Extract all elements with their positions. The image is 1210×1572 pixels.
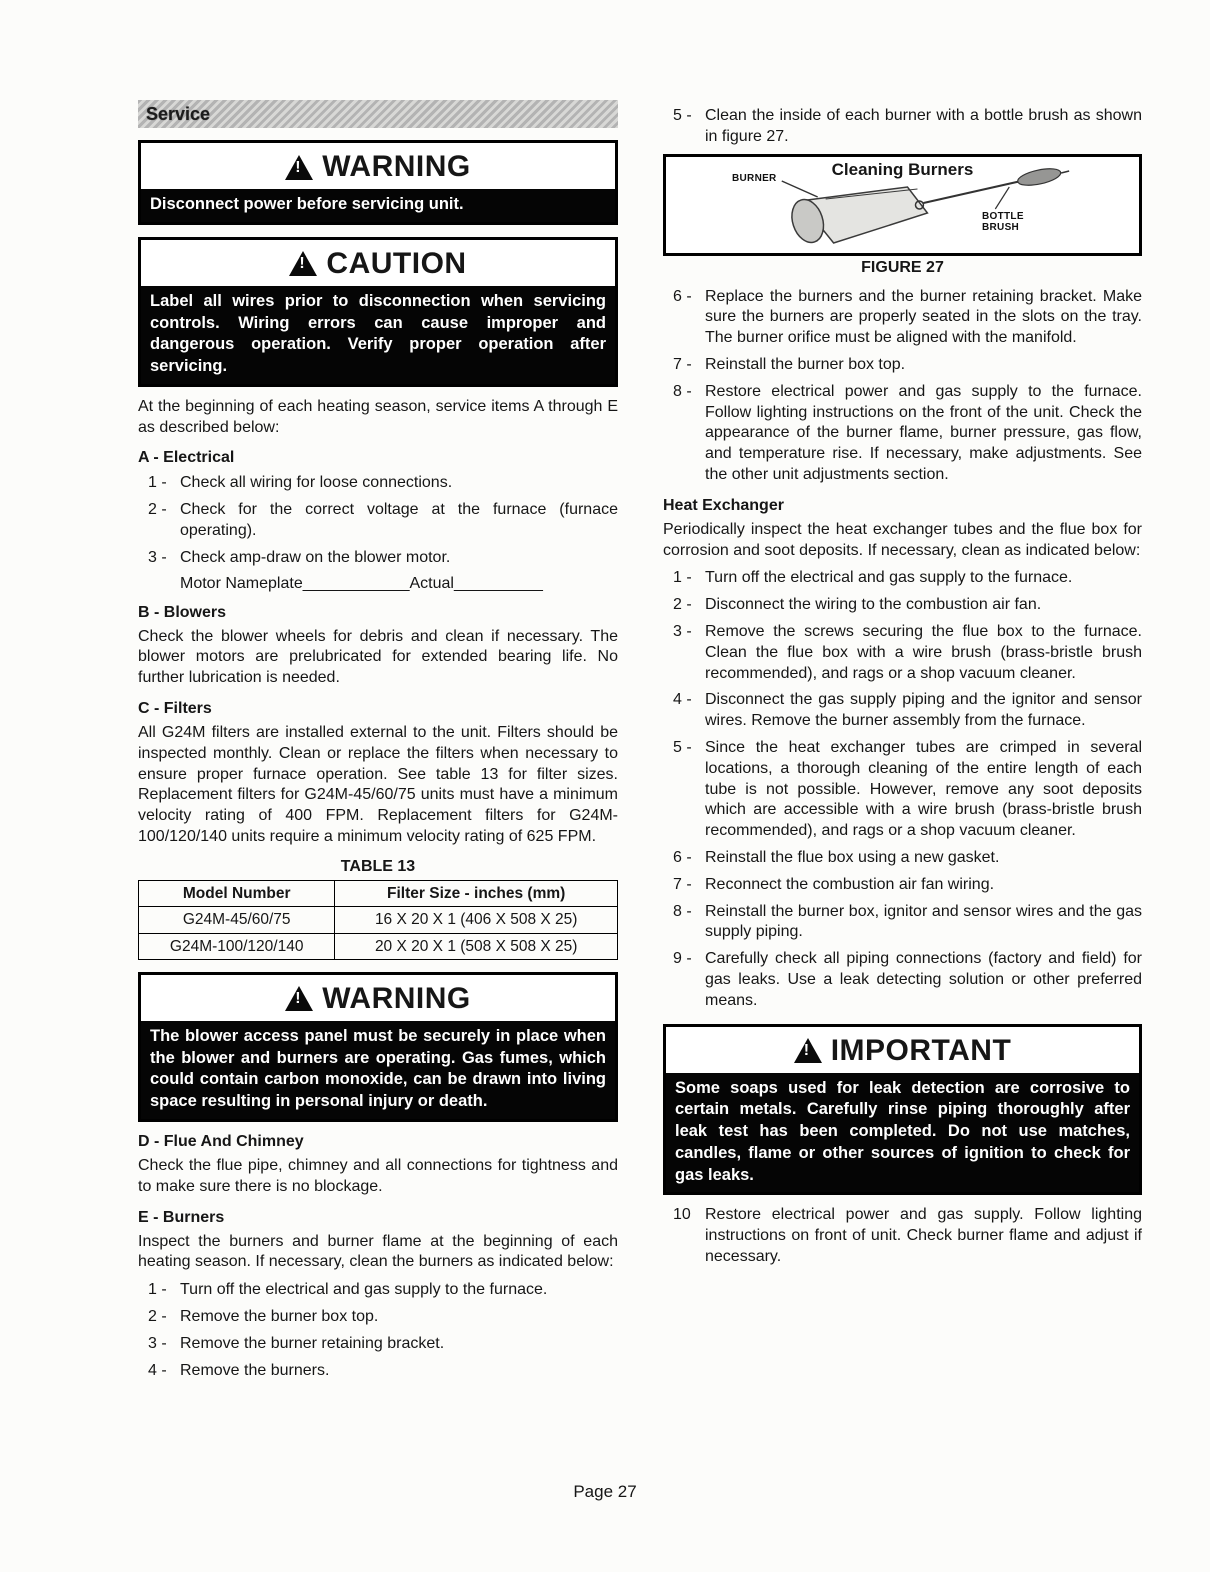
- list-item-number: 3 -: [148, 1334, 167, 1352]
- list-item-number: 1 -: [148, 1281, 167, 1299]
- list-item-number: 2 -: [673, 596, 692, 614]
- service-section-header: [138, 100, 618, 128]
- list-item-text: Turn off the electrical and gas supply to the furnace.: [180, 1281, 548, 1299]
- caution-title-row: [141, 240, 615, 286]
- list-item: [138, 1361, 618, 1382]
- table-row: [139, 933, 618, 959]
- list-item-number: 6 -: [673, 287, 692, 305]
- list-item: [138, 473, 618, 494]
- list-item-number: 6 -: [673, 848, 692, 866]
- list-item-number: 4 -: [148, 1361, 167, 1379]
- right-column: [663, 100, 1142, 1387]
- section-e-body: Inspect the burners and burner flame at the beginning of each heating season. If necessary, clean the burners as indicated below:: [138, 1232, 618, 1271]
- list-item-number: 5 -: [673, 738, 692, 756]
- list-item-text: Remove the burner retaining bracket.: [180, 1334, 445, 1352]
- intro-paragraph: At the beginning of each heating season, service items A through E as described below:: [138, 397, 618, 436]
- motor-nameplate-line: Motor Nameplate____________Actual__________: [180, 574, 543, 592]
- important-message: Some soaps used for leak detection are corrosive to certain metals. Carefully rinse piping thoroughly after leak test has been completed. Do not use matches, candles, flame or other sources of ignition to check for gas leaks.: [666, 1073, 1139, 1193]
- heat-exchanger-heading: Heat Exchanger: [663, 496, 784, 514]
- burner-label: BURNER: [732, 172, 777, 184]
- list-item-text: Reinstall the burner box, ignitor and sensor wires and the gas supply piping.: [705, 902, 1142, 941]
- list-item-number: 10: [673, 1206, 691, 1224]
- caution-title: CAUTION: [326, 246, 467, 280]
- list-item: [663, 848, 1142, 869]
- warning-icon: [285, 155, 313, 180]
- list-item: [138, 548, 618, 569]
- warning-title-row: [141, 975, 615, 1021]
- list-item-text: Carefully check all piping connections (factory and field) for gas leaks. Use a leak detecting solution or other preferred means.: [705, 950, 1142, 1009]
- important-box: [663, 1024, 1142, 1196]
- list-item: [138, 1307, 618, 1328]
- important-icon: [794, 1038, 822, 1063]
- list-item-number: 3 -: [148, 548, 167, 566]
- caution-message: Label all wires prior to disconnection when servicing controls. Wiring errors can cause improper and dangerous operation. Verify proper operation after servicing.: [141, 286, 615, 384]
- list-item: [663, 875, 1142, 896]
- important-title: IMPORTANT: [830, 1033, 1012, 1067]
- table-cell-model: G24M-100/120/140: [139, 933, 335, 959]
- list-item-number: 7 -: [673, 355, 692, 373]
- column-header-filter-size: Filter Size - inches (mm): [335, 880, 618, 906]
- list-item: [663, 902, 1142, 944]
- list-item-text: Check amp-draw on the blower motor.: [180, 548, 451, 566]
- table-cell-size: 16 X 20 X 1 (406 X 508 X 25): [335, 907, 618, 933]
- list-item-text: Turn off the electrical and gas supply to the furnace.: [705, 569, 1073, 587]
- list-item-text: Remove the screws securing the flue box to the furnace. Clean the flue box with a wire brush (brass-bristle brush recommended), and rags or a shop vacuum cleaner.: [705, 622, 1142, 682]
- figure-title: Cleaning Burners: [831, 159, 974, 179]
- list-item-text: Replace the burners and the burner retaining bracket. Make sure the burners are properly seated in the slots on the tray. The burner orifice must be aligned with the manifold.: [705, 287, 1142, 347]
- list-item-text: Reinstall the burner box top.: [705, 355, 906, 373]
- warning-message: The blower access panel must be securely in place when the blower and burners are operating. Gas fumes, which could contain carbon monoxide, can be drawn into living space resulting in personal injury or death.: [141, 1021, 615, 1119]
- list-item-text: Reinstall the flue box using a new gasket.: [705, 848, 1000, 866]
- section-c-heading: C - Filters: [138, 700, 212, 717]
- table-header-row: [139, 880, 618, 906]
- warning-title-row: [141, 143, 615, 189]
- two-column-layout: [138, 100, 1142, 1387]
- list-item: [663, 382, 1142, 486]
- list-item: [663, 287, 1142, 349]
- warning-message: Disconnect power before servicing unit.: [141, 189, 615, 222]
- list-item-text: Check for the correct voltage at the furnace (furnace operating).: [180, 501, 618, 540]
- list-item-number: 8 -: [673, 382, 692, 400]
- bottle-brush-label: BOTTLE BRUSH: [982, 210, 1024, 234]
- list-item: [663, 1205, 1142, 1267]
- warning-icon: [285, 986, 313, 1011]
- list-item-text: Restore electrical power and gas supply. Follow lighting instructions on front of unit. Check burner flame and adjust if necessary.: [705, 1206, 1142, 1265]
- table-cell-model: G24M-45/60/75: [139, 907, 335, 933]
- list-item-text: Disconnect the gas supply piping and the ignitor and sensor wires. Remove the burner assembly from the furnace.: [705, 691, 1142, 730]
- list-item: [663, 106, 1142, 148]
- left-column: [138, 100, 618, 1387]
- warning-title: WARNING: [322, 150, 471, 183]
- list-item: [663, 622, 1142, 684]
- warning-title: WARNING: [322, 981, 471, 1015]
- list-item-number: 3 -: [673, 622, 692, 640]
- list-item-text: Reconnect the combustion air fan wiring.: [705, 875, 995, 893]
- list-item-number: 4 -: [673, 691, 692, 709]
- section-c-body: All G24M filters are installed external to the unit. Filters should be inspected monthly. Clean or replace the filters when necessary to ensure proper furnace operation. See table 13 for filter sizes. Replacement filters for G24M-45/60/75 units must have a minimum velocity rating of 400 FPM. Replacement filters for G24M-100/120/140 units require a minimum velocity rating of 625 FPM.: [138, 724, 618, 845]
- column-header-model-number: Model Number: [139, 880, 335, 906]
- table-13: [138, 880, 618, 960]
- list-item-number: 5 -: [673, 107, 692, 124]
- caution-box: [138, 237, 618, 387]
- list-item: [138, 1280, 618, 1301]
- caution-icon: [289, 251, 317, 276]
- list-item: [663, 949, 1142, 1011]
- list-item: [138, 500, 618, 542]
- list-item: [663, 690, 1142, 732]
- table-row: [139, 907, 618, 933]
- page-footer: Page 27: [573, 1482, 637, 1501]
- list-item-number: 1 -: [148, 474, 167, 492]
- warning-box-top: [138, 140, 618, 225]
- figure-27-box: [663, 154, 1142, 256]
- table-13-title: TABLE 13: [340, 857, 416, 875]
- list-item-number: 7 -: [673, 875, 692, 893]
- table-cell-size: 20 X 20 X 1 (508 X 508 X 25): [335, 933, 618, 959]
- important-title-row: [666, 1027, 1139, 1073]
- list-item-text: Disconnect the wiring to the combustion air fan.: [705, 596, 1042, 614]
- list-item-text: Check all wiring for loose connections.: [180, 474, 453, 492]
- list-item-text: Clean the inside of each burner with a bottle brush as shown in figure 27.: [705, 107, 1142, 145]
- section-a-heading: A - Electrical: [138, 449, 235, 467]
- list-item-number: 2 -: [148, 501, 167, 519]
- list-item-number: 2 -: [148, 1307, 167, 1325]
- list-item-number: 1 -: [673, 569, 692, 587]
- service-header-label: Service: [146, 103, 211, 124]
- list-item: [663, 568, 1142, 589]
- list-item-number: 9 -: [673, 950, 692, 968]
- section-e-heading: E - Burners: [138, 1208, 225, 1226]
- warning-box-blower: [138, 972, 618, 1122]
- figure-caption: FIGURE 27: [861, 258, 944, 276]
- list-item-text: Remove the burner box top.: [180, 1307, 379, 1325]
- list-item: [663, 595, 1142, 616]
- list-item-text: Restore electrical power and gas supply to the furnace. Follow lighting instructions on the front of the unit. Check the appearance of the burner flame, burner pressure, gas flow, and temperature rise. If necessary, make adjustments. See the other unit adjustments section.: [705, 382, 1142, 483]
- list-item-text: Since the heat exchanger tubes are crimped in several locations, a thorough cleaning of the entire length of each tube is not possible. However, remove any soot deposits which are accessible with a wire brush (brass-bristle brush recommended), and rags or a shop vacuum cleaner.: [705, 738, 1142, 840]
- list-item-text: Remove the burners.: [180, 1361, 330, 1379]
- list-item-number: 8 -: [673, 902, 692, 920]
- list-item: [663, 738, 1142, 842]
- section-d-body: Check the flue pipe, chimney and all connections for tightness and to make sure there is no blockage.: [138, 1156, 618, 1195]
- list-item: [138, 1334, 618, 1355]
- section-b-body: Check the blower wheels for debris and clean if necessary. The blower motors are prelubricated for extended bearing life. No further lubrication is needed.: [138, 627, 618, 687]
- section-d-heading: D - Flue And Chimney: [138, 1132, 304, 1150]
- section-b-heading: B - Blowers: [138, 603, 227, 621]
- list-item: [663, 355, 1142, 376]
- heat-exchanger-intro: Periodically inspect the heat exchanger tubes and the flue box for corrosion and soot deposits. If necessary, clean as indicated below:: [663, 520, 1142, 559]
